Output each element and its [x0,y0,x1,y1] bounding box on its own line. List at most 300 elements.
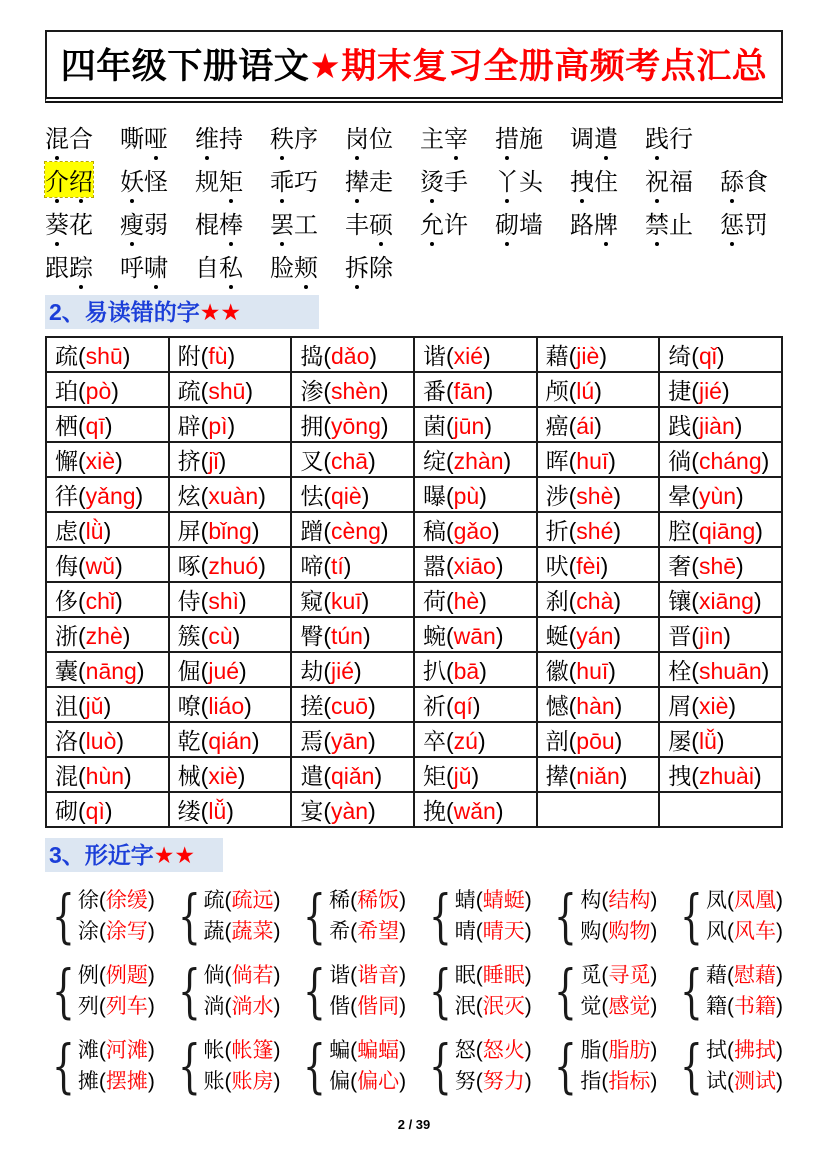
group-line: 稀(稀饭) [329,888,407,912]
character: 乖 [270,162,294,197]
table-cell-character: 遣 [300,763,324,789]
brace-icon: { [303,1031,327,1100]
table-cell-character: 臀 [300,623,324,649]
group-line: 泯(泯灭) [454,994,532,1018]
table-cell-pinyin: shèn [330,378,381,404]
table-cell-character: 晋 [668,623,692,649]
group-character: 偕 [329,994,351,1018]
table-cell: 啼(tí) [291,547,414,582]
table-cell-character: 宴 [300,798,324,824]
table-cell-pinyin: xiè [85,448,116,474]
group-line: 凤(凤凰) [705,888,783,912]
table-cell: 栓(shuān) [659,652,782,687]
table-cell-pinyin: xiè [208,763,238,789]
character: 私 [219,248,243,283]
character: 烫 [420,162,444,197]
character-group [422,956,532,1025]
brace-icon: { [52,956,75,1025]
brace-icon: { [52,1031,75,1100]
table-cell-pinyin: qì [85,798,105,824]
character: 绍 [69,162,93,197]
group-line: 蔬(蔬菜) [203,919,281,943]
group-line: 风(风车) [705,919,783,943]
vocabulary-word-list [45,115,783,287]
table-cell: 臀(tún) [291,617,414,652]
table-cell: 珀(pò) [46,372,169,407]
word [195,205,243,240]
table-cell-character: 藉 [545,343,569,369]
table-cell-character: 腔 [668,518,692,544]
word [270,162,318,197]
table-cell-pinyin: lǚ [208,798,227,824]
word [720,162,768,197]
table-cell-pinyin: yán [576,623,614,649]
table-cell-character: 蹭 [300,518,324,544]
group-character: 泯 [454,994,476,1018]
brace-icon: { [303,881,327,950]
table-cell-character: 吠 [545,553,569,579]
table-row [46,477,782,512]
group-word: 蔬菜 [231,919,274,943]
table-row [46,372,782,407]
table-cell-pinyin: fù [208,343,228,369]
table-cell: 践(jiàn) [659,407,782,442]
character-group [45,1031,155,1100]
character: 妖 [120,162,144,197]
table-cell-character: 撵 [545,763,569,789]
table-cell-character: 绮 [668,343,692,369]
word [120,248,168,283]
group-character: 购 [580,919,602,943]
table-cell: 颅(lú) [537,372,660,407]
table-cell-character: 番 [422,378,446,404]
group-word: 帐篷 [231,1038,274,1062]
word [495,205,543,240]
table-cell: 械(xiè) [169,757,292,792]
group-line: 摊(摆摊) [77,1069,155,1093]
group-word: 结构 [608,888,651,912]
group-line: 拭(拂拭) [705,1038,783,1062]
group-character: 谐 [329,963,351,987]
table-cell: 簇(cù) [169,617,292,652]
character: 瘦 [120,205,144,240]
brace-icon: { [428,1031,452,1100]
table-cell: 绮(qǐ) [659,337,782,372]
table-cell: 藉(jiè) [537,337,660,372]
table-cell-character: 渗 [300,378,324,404]
table-cell-character: 侈 [55,588,78,614]
group-word: 账房 [231,1069,274,1093]
group-line: 蝙(蝙蝠) [329,1038,407,1062]
table-cell-pinyin: chǐ [85,588,116,614]
group-line: 藉(慰藉) [705,963,783,987]
character-group [45,881,155,950]
character-group [296,1031,407,1100]
table-cell-pinyin: shē [698,553,737,579]
table-cell-character: 沮 [55,693,78,719]
group-character: 徐 [77,888,99,912]
group-word: 慰藉 [733,963,776,987]
table-cell-character: 缕 [177,798,201,824]
table-cell-character: 蜿 [422,623,446,649]
table-cell-pinyin: zhàn [453,448,504,474]
table-row [46,617,782,652]
table-cell-character: 憾 [545,693,569,719]
group-word: 倘若 [231,963,274,987]
group-character: 构 [580,888,602,912]
table-cell: 缕(lǚ) [169,792,292,827]
group-character: 凤 [705,888,727,912]
table-cell-pinyin: bǐng [208,518,252,544]
word [120,205,168,240]
word [120,119,168,154]
table-cell-character: 癌 [545,413,569,439]
table-cell-character: 怯 [300,483,324,509]
character: 葵 [45,205,69,240]
table-cell: 绽(zhàn) [414,442,537,477]
word-list-line [45,158,783,201]
character: 硕 [369,205,393,240]
table-cell-pinyin: shè [576,483,614,509]
character-group [673,881,783,950]
table-cell-pinyin: kuī [330,588,362,614]
character: 巧 [294,169,318,196]
table-cell-character: 窥 [300,588,324,614]
table-cell-character: 械 [177,763,201,789]
character: 手 [444,169,468,196]
table-cell: 倔(jué) [169,652,292,687]
group-lines [706,885,783,947]
group-lines [329,960,406,1022]
table-cell: 囊(nāng) [46,652,169,687]
table-cell: 拥(yōng) [291,407,414,442]
table-cell-character: 徜 [668,448,692,474]
table-cell: 辟(pì) [169,407,292,442]
table-cell-pinyin: hàn [576,693,615,719]
table-cell-character: 辟 [177,413,201,439]
table-cell: 搓(cuō) [291,687,414,722]
character: 施 [519,126,543,153]
table-cell-pinyin: pì [208,413,228,439]
word-list-line [45,244,783,287]
table-cell-character: 拽 [668,763,692,789]
table-cell: 挽(wǎn) [414,792,537,827]
group-lines [78,885,155,947]
word [345,119,393,154]
brace-icon: { [177,881,201,950]
table-cell-character: 虑 [55,518,78,544]
character-group [171,1031,281,1100]
word-list-line [45,201,783,244]
group-word: 偕同 [357,994,400,1018]
group-character: 拭 [705,1038,727,1062]
table-cell-character: 簇 [177,623,201,649]
section2-stars: ★★ [199,299,242,325]
table-cell [659,792,782,827]
table-cell-pinyin: zhuó [208,553,259,579]
similar-character-groups [45,878,783,1103]
group-line: 谐(谐音) [329,963,407,987]
group-character: 指 [580,1069,602,1093]
character: 岗 [345,119,369,154]
table-cell-pinyin: yùn [698,483,737,509]
table-cell: 捣(dǎo) [291,337,414,372]
table-cell: 虑(lǜ) [46,512,169,547]
table-cell: 挤(jǐ) [169,442,292,477]
table-cell-character: 扒 [422,658,446,684]
character: 丫 [495,162,519,197]
group-word: 晴天 [482,919,525,943]
group-word: 测试 [733,1069,776,1093]
word [120,162,168,197]
table-cell: 疏(shū) [169,372,292,407]
group-line: 晴(晴天) [454,919,532,943]
table-cell [537,792,660,827]
table-row [46,687,782,722]
character: 遣 [594,119,618,154]
table-cell-pinyin: cháng [698,448,762,474]
group-line: 例(例题) [77,963,155,987]
table-cell-character: 祈 [422,693,446,719]
group-lines [455,885,532,947]
table-cell: 撵(niǎn) [537,757,660,792]
table-cell: 洛(luò) [46,722,169,757]
table-cell-character: 乾 [177,728,201,754]
table-cell: 癌(ái) [537,407,660,442]
group-lines [580,1035,657,1097]
group-line: 构(结构) [580,888,658,912]
group-lines [204,885,281,947]
group-line: 脂(脂肪) [580,1038,658,1062]
table-cell: 憾(hàn) [537,687,660,722]
table-cell-pinyin: gǎo [453,518,493,544]
table-cell-pinyin: qī [85,413,105,439]
brace-icon: { [554,1031,578,1100]
table-cell-pinyin: jǐ [208,448,219,474]
table-cell: 刹(chà) [537,582,660,617]
table-cell: 徉(yǎng) [46,477,169,512]
table-cell-pinyin: nāng [85,658,137,684]
table-cell-pinyin: shū [208,378,246,404]
group-line: 列(列车) [77,994,155,1018]
character-group [422,881,532,950]
table-cell: 捷(jié) [659,372,782,407]
table-row [46,407,782,442]
table-cell: 卒(zú) [414,722,537,757]
character: 墙 [519,212,543,239]
group-word: 感觉 [608,994,651,1018]
word-list-line [45,115,783,158]
table-cell-pinyin: zhè [85,623,123,649]
table-cell-character: 折 [545,518,569,544]
table-cell: 乾(qián) [169,722,292,757]
table-cell-pinyin: jiè [576,343,600,369]
group-character: 藉 [705,963,727,987]
group-row [45,953,783,1028]
character: 主 [420,126,444,153]
word [495,162,543,197]
table-cell-pinyin: jiàn [698,413,735,439]
group-character: 眠 [454,963,476,987]
table-cell-pinyin: jǔ [453,763,472,789]
group-word: 例题 [105,963,148,987]
group-word: 淌水 [231,994,274,1018]
section3-stars: ★★ [153,842,196,868]
group-line: 滩(河滩) [77,1038,155,1062]
table-cell-pinyin: tún [330,623,363,649]
group-line: 购(购物) [580,919,658,943]
brace-icon: { [52,881,75,950]
group-line: 涂(涂写) [77,919,155,943]
group-character: 蜻 [454,888,476,912]
table-cell-pinyin: hè [453,588,480,614]
table-cell-pinyin: cuō [330,693,369,719]
table-cell-pinyin: yān [330,728,369,754]
table-cell: 栖(qī) [46,407,169,442]
table-cell-character: 劫 [300,658,324,684]
group-lines [455,960,532,1022]
highlighted-word [45,162,93,197]
table-cell-character: 洛 [55,728,78,754]
table-cell-character: 屡 [668,728,692,754]
table-row [46,337,782,372]
table-cell-character: 绽 [422,448,446,474]
table-cell-pinyin: xiāo [453,553,496,579]
table-cell-pinyin: cèng [330,518,381,544]
table-cell-character: 屏 [177,518,201,544]
character: 福 [669,169,693,196]
character: 呼 [120,255,144,282]
character: 持 [219,126,243,153]
table-cell: 屡(lǚ) [659,722,782,757]
group-word: 指标 [608,1069,651,1093]
table-cell-pinyin: wǔ [85,553,116,579]
group-lines [329,885,406,947]
character: 路 [570,212,594,239]
word [45,119,93,154]
character: 自 [195,255,219,282]
table-cell-character: 疏 [55,343,78,369]
character: 措 [495,119,519,154]
character: 维 [195,119,219,154]
group-word: 徐缓 [105,888,148,912]
group-word: 疏远 [231,888,274,912]
group-character: 蔬 [203,919,225,943]
table-cell: 祈(qí) [414,687,537,722]
character: 矩 [219,162,243,197]
table-cell-pinyin: huī [576,658,609,684]
group-character: 疏 [203,888,225,912]
page-title [45,30,783,103]
group-character: 偏 [329,1069,351,1093]
table-cell-pinyin: bā [453,658,480,684]
table-cell: 砌(qì) [46,792,169,827]
table-cell: 渗(shèn) [291,372,414,407]
character: 食 [744,169,768,196]
table-cell: 腔(qiāng) [659,512,782,547]
table-cell-character: 嚣 [422,553,446,579]
word [645,205,693,240]
table-cell-character: 徽 [545,658,569,684]
character: 颊 [294,248,318,283]
table-cell-pinyin: liáo [208,693,245,719]
table-row [46,757,782,792]
group-word: 购物 [608,919,651,943]
section-heading-easily-misread [45,295,319,329]
word [195,248,243,283]
group-character: 淌 [203,994,225,1018]
word [570,119,618,154]
table-cell: 侍(shì) [169,582,292,617]
table-cell: 浙(zhè) [46,617,169,652]
section2-label: 2、易读错的字 [49,299,200,325]
group-row [45,1028,783,1103]
table-cell: 菌(jūn) [414,407,537,442]
table-row [46,652,782,687]
group-line: 希(希望) [329,919,407,943]
group-character: 希 [329,919,351,943]
group-line: 努(努力) [454,1069,532,1093]
character-group [296,956,407,1025]
table-cell-character: 啼 [300,553,324,579]
group-character: 蝙 [329,1038,351,1062]
table-cell-character: 拥 [300,413,324,439]
group-character: 列 [77,994,99,1018]
character-group [171,956,281,1025]
table-cell-character: 叉 [300,448,324,474]
table-cell: 侮(wǔ) [46,547,169,582]
group-word: 寻觅 [608,963,651,987]
table-cell: 扒(bā) [414,652,537,687]
group-lines [580,960,657,1022]
character: 走 [369,169,393,196]
character: 踪 [69,248,93,283]
table-cell-pinyin: wǎn [453,798,496,824]
table-cell-character: 砌 [55,798,78,824]
character: 秩 [270,119,294,154]
word [420,119,468,154]
word [345,205,393,240]
table-cell-pinyin: xuàn [208,483,259,509]
brace-icon: { [680,1031,703,1100]
table-cell-pinyin: shé [576,518,614,544]
character: 罚 [744,212,768,239]
character: 头 [519,169,543,196]
group-lines [329,1035,406,1097]
character: 拆 [345,248,369,283]
group-character: 努 [454,1069,476,1093]
table-cell-pinyin: jūn [453,413,485,439]
table-cell-pinyin: jué [208,658,240,684]
table-cell-character: 矩 [422,763,446,789]
table-cell-character: 挽 [422,798,446,824]
character-group [547,881,658,950]
table-cell-pinyin: shuān [698,658,762,684]
group-lines [455,1035,532,1097]
table-cell-character: 侮 [55,553,78,579]
table-cell-pinyin: tí [330,553,344,579]
group-word: 列车 [105,994,148,1018]
group-word: 风车 [733,919,776,943]
word [720,205,768,240]
group-line: 眠(睡眠) [454,963,532,987]
table-row [46,722,782,757]
table-cell-character: 珀 [55,378,78,404]
character-group [422,1031,532,1100]
character: 祝 [645,162,669,197]
table-row [46,512,782,547]
table-cell-character: 荷 [422,588,446,614]
